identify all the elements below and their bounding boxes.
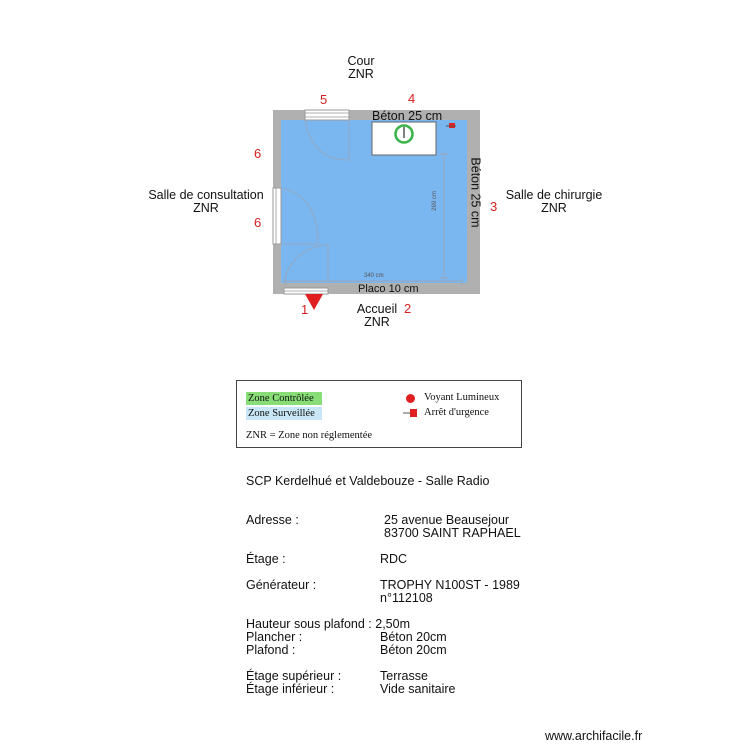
area-south-name: Accueil bbox=[356, 302, 398, 316]
ceiling-value: Béton 20cm bbox=[380, 643, 447, 657]
dimension-height: 269 cm bbox=[431, 191, 438, 211]
ceiling-height: Hauteur sous plafond : 2,50m bbox=[246, 617, 410, 631]
generator-line2: n°112108 bbox=[380, 591, 433, 605]
upper-floor-value: Terrasse bbox=[380, 669, 428, 683]
ceiling-label: Plafond : bbox=[246, 643, 296, 657]
floor-material-value: Béton 20cm bbox=[380, 630, 447, 644]
wall-label-south: Placo 10 cm bbox=[358, 283, 419, 295]
address-line1: 25 avenue Beausejour bbox=[384, 513, 510, 527]
wall-label-east: Béton 25 cm bbox=[468, 157, 483, 228]
marker-5: 5 bbox=[320, 92, 328, 107]
area-north-zone: ZNR bbox=[348, 67, 374, 81]
generator-label: Générateur : bbox=[246, 578, 317, 592]
area-east-name: Salle de chirurgie bbox=[505, 188, 603, 202]
legend-monitored-zone: Zone Surveillée bbox=[246, 407, 322, 420]
marker-1: 1 bbox=[301, 302, 309, 317]
area-west-name: Salle de consultation bbox=[148, 188, 264, 202]
upper-floor-label: Étage supérieur : bbox=[246, 669, 342, 683]
marker-3: 3 bbox=[490, 199, 498, 214]
legend-light: Voyant Lumineux bbox=[424, 392, 500, 403]
area-north-name: Cour bbox=[347, 54, 375, 68]
generator-line1: TROPHY N100ST - 1989 bbox=[380, 578, 520, 592]
legend-emergency: Arrêt d'urgence bbox=[424, 407, 489, 418]
legend bbox=[236, 380, 522, 448]
area-east bbox=[500, 189, 608, 215]
area-west bbox=[140, 189, 272, 215]
area-east-zone: ZNR bbox=[541, 201, 567, 215]
area-west-zone: ZNR bbox=[193, 201, 219, 215]
page-title: SCP Kerdelhué et Valdebouze - Salle Radio bbox=[246, 474, 490, 488]
lower-floor-label: Étage inférieur : bbox=[246, 682, 335, 696]
area-south bbox=[348, 303, 406, 329]
floor-material-label: Plancher : bbox=[246, 630, 303, 644]
legend-controlled-zone: Zone Contrôlée bbox=[246, 392, 322, 405]
floor-label: Étage : bbox=[246, 552, 286, 566]
area-north bbox=[330, 55, 392, 81]
address-line2: 83700 SAINT RAPHAEL bbox=[384, 526, 521, 540]
marker-4: 4 bbox=[408, 91, 416, 106]
legend-znr: ZNR = Zone non réglementée bbox=[246, 430, 373, 441]
door-top bbox=[305, 110, 349, 120]
light-dot-icon bbox=[406, 394, 415, 403]
emergency-stop-legend-icon bbox=[403, 408, 419, 418]
dimension-width: 340 cm bbox=[364, 273, 384, 279]
floor-value: RDC bbox=[380, 552, 408, 566]
footer-site: www.archifacile.fr bbox=[545, 729, 643, 743]
door-left bbox=[273, 188, 281, 244]
area-south-zone: ZNR bbox=[364, 315, 390, 329]
address-label: Adresse : bbox=[246, 513, 299, 527]
marker-2: 2 bbox=[404, 301, 412, 316]
wall-label-north: Béton 25 cm bbox=[372, 109, 443, 123]
marker-6b: 6 bbox=[254, 215, 262, 230]
lower-floor-value: Vide sanitaire bbox=[380, 682, 456, 696]
marker-6a: 6 bbox=[254, 146, 262, 161]
